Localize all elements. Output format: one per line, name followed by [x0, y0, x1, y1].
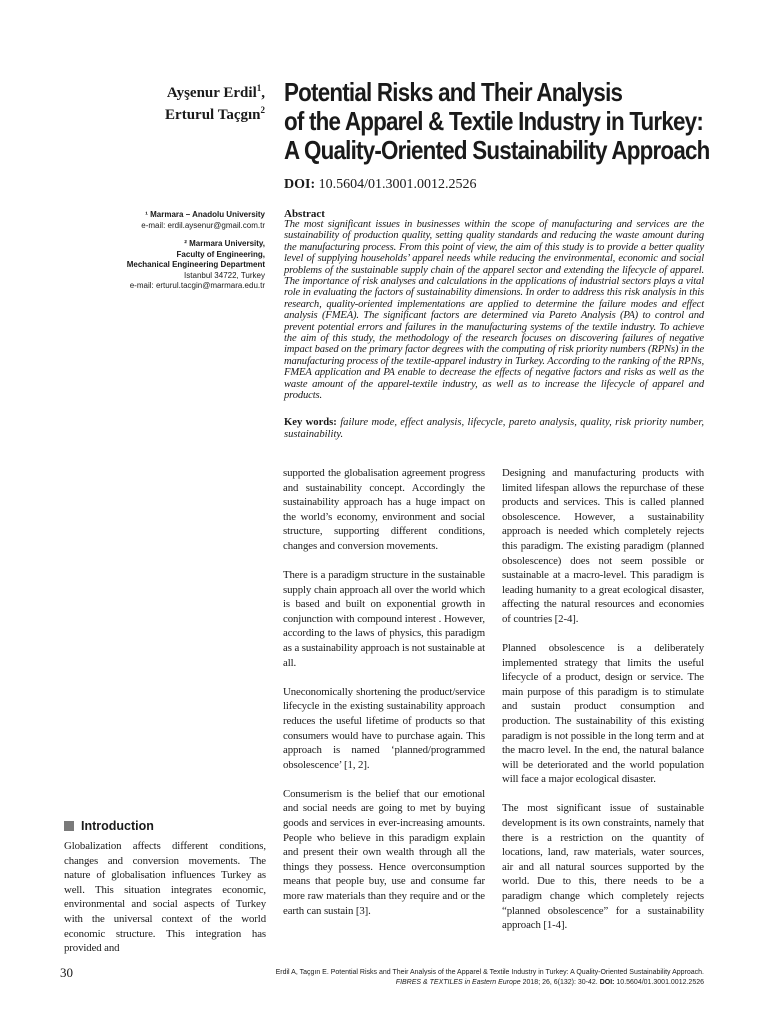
authors-block	[165, 80, 265, 124]
affiliation-2: ² Marmara University, Faculty of Engineering, Mechanical Engineering Department Istanbul 34722, Turkey e-mail: erturul.tacgin@marmara.edu.tr	[126, 239, 265, 290]
intro-paragraph: Globalization affects different conditions, changes and conversion movements. The nature of globalisation influences Turkey as well. This situation integrates economic, environmental and social aspects of Turkey with the universal context of the world economic structure. This integration has provided and	[64, 840, 266, 955]
journal-name: FIBRES & TEXTILES in Eastern Europe	[395, 979, 521, 986]
column-3	[502, 466, 704, 947]
title-line-1: Potential Risks and Their Analysis	[284, 77, 623, 107]
col3-paragraph-2: Planned obsolescence is a deliberately implemented strategy that limits the useful lifecycle of a product, design or service. The main purpose of this paradigm is to stimulate and sustain product consumption and production. The sustainability of this existing paradigm is not possible in the long term and at the macro level. In the end, the natural balance will be deteriorated and the world population will face a major ecological disaster.	[502, 642, 704, 786]
keywords-label: Key words:	[284, 417, 337, 428]
column-1	[64, 839, 266, 970]
title-line-3: A Quality-Oriented Sustainability Approach	[284, 135, 710, 165]
affiliation-1: ¹ Marmara – Anadolu University e-mail: erdil.aysenur@gmail.com.tr	[141, 210, 265, 230]
paper-title	[284, 77, 710, 165]
keywords-text: failure mode, effect analysis, lifecycle, pareto analysis, quality, risk priority number, sustainability.	[284, 417, 704, 440]
section-square-icon	[64, 821, 74, 831]
doi-line	[284, 177, 477, 193]
col3-paragraph-3: The most significant issue of sustainable development is its own constraints, namely that there is a restriction on the quantity of locations, land, raw materials, water sources, air and all natural sources supported by the world. Due to this, there needs to be a paradigm change which completely rejects “planned obsolescence” for a sustainability approach [1-4].	[502, 802, 704, 932]
footer-citation	[276, 968, 704, 988]
doi-value: 10.5604/01.3001.0012.2526	[315, 177, 477, 192]
col2-paragraph-1: supported the globalisation agreement progress and sustainability concept. Accordingly the sustainability approach has a huge impact on the world’s economy, environment and social structure, supporting different conditions, changes and conversion movements.	[283, 467, 485, 552]
doi-label: DOI:	[284, 177, 316, 192]
col2-paragraph-3: Uneconomically shortening the product/service lifecycle in the existing sustainability approach reduces the useful lifetime of products so that consumers would have to purchase again. This approach is named ‘planned/programmed obsolescence’ [1, 2].	[283, 685, 485, 771]
abstract-heading: Abstract	[284, 208, 325, 220]
abstract-text: The most significant issues in businesses within the scope of manufacturing and services are the sustainability of production quality, setting quality standards and reducing the waste amount during the manufacturing process. From this point of view, the aim of this study is to provide a better quality level of supplying households’ apparel needs while reducing the environmental, economic and social problems of the sustainable supply chain of the apparel sector and extending the lifecycle of apparel. The importance of risk analyses and calculations in the applications of industrial sectors plays a vital role in evaluating the factors of sustainability dimensions. In order to address this risk analysis in this research, quality-oriented implementations are applied to determine the failure modes and effect analysis (FMEA). The significant factors are determined via Pareto Analysis (PA) to control and prevent potential errors and failures in the manufacturing systems of the textile industry. To achieve the aim of this study, the methodology of the research focuses on discovering failures of negative impact based on the primary factor degrees with the computing of risk priority numbers (RPNs) in the manufacturing process of the textile-apparel industry in Turkey. According to the ranking of the RPNs, FMEA application and PA enable to decrease the effects of negative factors and risks as well as the waste amount of the apparel-textile industry, as well as to increase the lifecycle of apparel and products.	[284, 219, 704, 402]
col3-paragraph-1: Designing and manufacturing products with limited lifespan allows the repurchase of these products and services. This is called planned obsolescence. However, a sustainability approach is needed which completely rejects this paradigm. The existing paradigm (planned obsolescence) does not seem possible or sustainable at a macro-level. This paradigm is leading humanity to a great ecological disaster, affecting the natural resources and economies of countries [2-4].	[502, 467, 704, 625]
page-number: 30	[60, 965, 73, 980]
column-2	[283, 466, 485, 933]
citation-line-1: Erdil A, Taçgın E. Potential Risks and Their Analysis of the Apparel & Textile Industry in Turkey: A Quality-Oriented Sustainability Approach.	[275, 969, 704, 976]
citation-line-2: FIBRES & TEXTILES in Eastern Europe 2018; 26, 6(132): 30-42. DOI: 10.5604/01.3001.0012.2526	[395, 979, 704, 986]
introduction-heading: Introduction	[64, 819, 154, 833]
title-line-2: of the Apparel & Textile Industry in Turkey:	[284, 106, 704, 136]
author-1: Ayşenur Erdil$^1$,	[166, 83, 265, 101]
col2-paragraph-4: Consumerism is the belief that our emotional and social needs are going to met by buying goods and services in ever-increasing amounts. People who believe in this paradigm explain and present their own wealth through all the things they possess. Hence overconsumption means that people buy, use and consume far more raw materials than they require and or the earth can sustain [3].	[283, 787, 485, 917]
keywords	[284, 417, 704, 440]
col2-paragraph-2: There is a paradigm structure in the sustainable supply chain approach all over the world which is based and built on exponential growth in conjunction with compound interest . However, according to the laws of physics, this paradigm as a sustainability approach is not sustainable at all.	[283, 569, 485, 669]
author-2: Erturul Taçgın$^2$	[165, 105, 265, 123]
